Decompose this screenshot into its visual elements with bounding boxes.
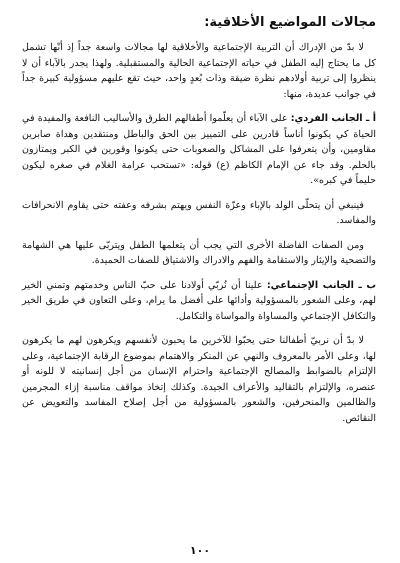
- section-social-paragraph: [22, 278, 376, 325]
- page-title: مجالات المواضيع الأخلاقية:: [204, 15, 376, 30]
- section-social-text: علينا أن نُربّي أولادنا على حبّ الناس وخدمتهم وتمني الخير لهم، وعلى الشعور بالمسؤولية وأدائها على أفضل ما يرام، وعلى التعاون في طريق الخير والتكافل الإجتماعي والمساواة والمواساة والتكامل.: [22, 279, 376, 322]
- society-paragraph: لا بدّ أن نربيّ أطفالنا حتى يحبّوا للآخرين ما يحبون لأنفسهم ويكرهون لهم ما يكرهون لها، وعلى الأمر بالمعروف والنهي عن المنكر والاهتمام بموضوع الرقابة الإجتماعية، وعلى الإلتزام بالضوابط والمصالح الإجتماعية واحترام الإنسان من أجل إنسانيته لا للونه أو عنصره، والإلتزام بالتقاليد والأعراف الجيدة. وكذلك إتخاذ مواقف مناسبة إزاء المجرمين والظالمين والمنحرفين، والشعور بالمسؤولية من أجل إصلاح المفاسد والتعويض عن النقائص.: [22, 335, 376, 424]
- intro-paragraph: لا بدّ من الإدراك أن التربية الإجتماعية والأخلاقية لها مجالات واسعة جداً إذ أنّها تشمل كل ما يحتاج إليه الطفل في حياته الإجتماعية الحالية والمستقبلية. ولهذا يجدر بالآباء أن لا ينظروا إلى تربية أولادهم نظرة ضيقة وذات بُعدٍ واحد، حيث تقع عليهم مسؤولية كبيرة جداً في جوانب عديدة، منها:: [22, 42, 376, 100]
- section-social-heading: ب ـ الجانب الإجتماعي:: [266, 279, 376, 291]
- section-individual-text: على الآباء أن يعلّموا أطفالهم الطرق والأساليب النافعة والمفيدة في الحياة كي يكونوا أناساً قادرين على التمييز بين الحق والباطل ومنتقدين وهداة صابرين مقاومين، وأن يتعرفوا على المشاكل والصعوبات حتى يكونوا وقورين في الكبر ويمتازون بالحلم. وقد جاء عن الإمام الكاظم (ع) قوله: «تستحب عرامة الغلام في صغره ليكون حليماً في كبره».: [22, 113, 376, 186]
- virtues-paragraph: ومن الصفات الفاضلة الأخرى التي يجب أن يتعلمها الطفل ويتربّى عليها هي الشهامة والتضحية والإيثار والاستقامة والفهم والادراك والاشتياق للصفات الحميدة.: [22, 239, 376, 266]
- section-individual-paragraph: [22, 111, 376, 189]
- section-individual-heading: أ ـ الجانب الفردي:: [290, 113, 376, 124]
- dignity-paragraph: فينبغي أن يتحلّى الولد بالإباء وعزّة النفس ويهتم بشرفه وعفته حتى يقاوم الانحرافات والمفاسد.: [22, 199, 376, 226]
- page-number: ١٠٠: [189, 544, 211, 557]
